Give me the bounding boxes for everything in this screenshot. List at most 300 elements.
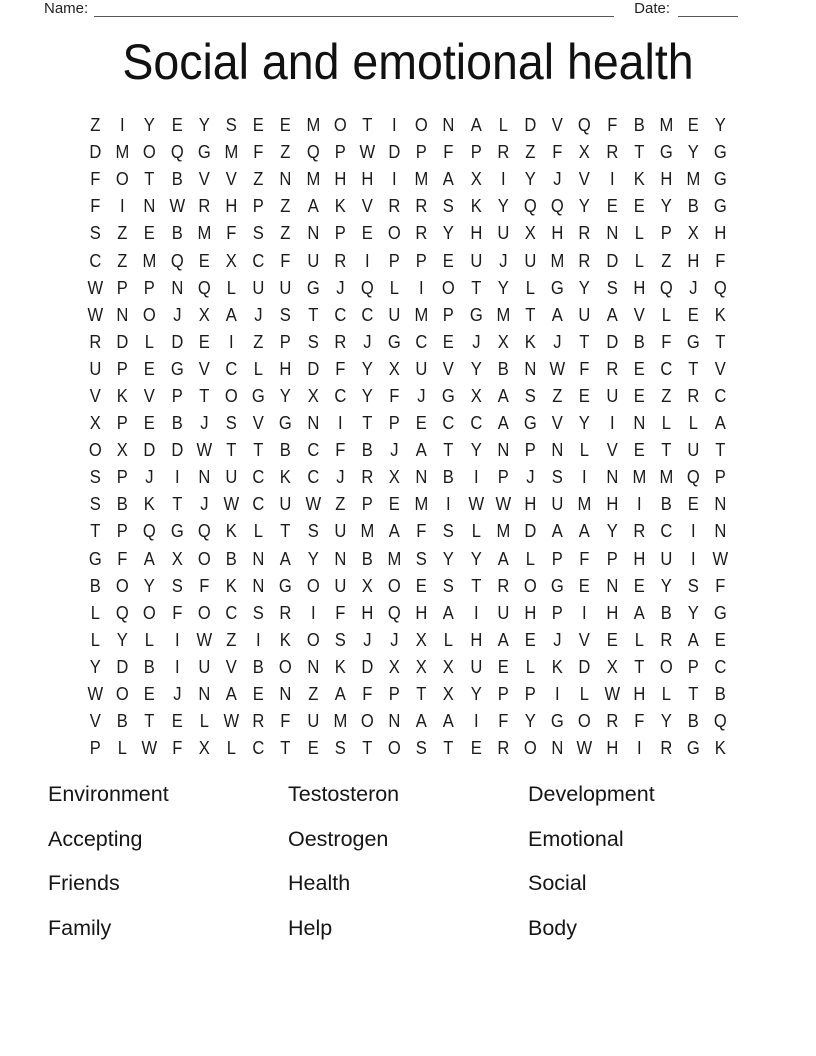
grid-letter: C (334, 304, 347, 325)
grid-letter: M (224, 142, 239, 163)
grid-letter: P (144, 277, 156, 298)
grid-letter: I (392, 169, 397, 190)
grid-letter: H (361, 602, 374, 623)
grid-letter: W (87, 304, 104, 325)
grid-letter: E (171, 115, 183, 136)
grid-letter: V (579, 169, 591, 190)
grid-letter: I (392, 115, 397, 136)
grid-letter: I (419, 277, 424, 298)
grid-letter: G (442, 385, 456, 406)
grid-letter: P (280, 331, 292, 352)
grid-letter: A (443, 602, 455, 623)
header (44, 1, 738, 17)
grid-letter: I (174, 656, 180, 677)
grid-letter: B (252, 656, 264, 677)
grid-letter: P (361, 494, 373, 515)
grid-letter: G (387, 331, 401, 352)
grid-letter: D (116, 331, 129, 352)
grid-letter: X (225, 250, 237, 271)
grid-letter: B (171, 413, 183, 434)
grid-letter: W (196, 629, 212, 650)
grid-letter: W (141, 738, 158, 759)
grid-letter: Y (470, 440, 482, 461)
grid-letter: Z (280, 223, 291, 244)
grid-letter: A (416, 440, 428, 461)
grid-letter: B (633, 115, 645, 136)
grid-letter: M (115, 142, 130, 163)
grid-letter: Y (144, 575, 156, 596)
grid-letter: Z (253, 331, 264, 352)
grid-letter: G (252, 385, 265, 406)
word-item: Body (528, 915, 578, 940)
grid-letter: P (116, 358, 129, 379)
grid-letter: X (388, 358, 400, 379)
grid-letter: K (144, 494, 156, 515)
grid-letter: O (415, 115, 429, 136)
grid-letter: K (334, 656, 346, 677)
grid-letter: M (496, 521, 511, 542)
grid-letter: H (660, 169, 673, 190)
grid-letter: E (633, 196, 645, 217)
grid-letter: S (606, 277, 618, 298)
grid-letter: T (171, 494, 182, 515)
grid-letter: X (524, 223, 536, 244)
grid-letter: N (605, 467, 618, 488)
grid-letter: G (170, 358, 184, 379)
grid-letter: W (359, 142, 376, 163)
grid-letter: T (199, 385, 210, 406)
word-item: Friends (48, 871, 120, 895)
grid-letter: I (446, 494, 452, 515)
word-item: Family (48, 915, 112, 940)
grid-letter: O (387, 223, 401, 244)
grid-letter: O (279, 656, 293, 677)
grid-letter: M (387, 548, 402, 569)
date-label: Date: (634, 0, 670, 17)
grid-letter: Q (659, 277, 673, 298)
grid-letter: L (634, 629, 644, 650)
grid-letter: P (334, 142, 346, 163)
grid-letter: P (89, 738, 101, 759)
grid-letter: L (498, 115, 508, 136)
grid-letter: E (443, 331, 455, 352)
grid-letter: I (691, 548, 696, 569)
grid-letter: C (469, 413, 482, 434)
grid-letter: C (225, 358, 238, 379)
grid-letter: T (443, 440, 454, 461)
grid-letter: W (712, 548, 729, 569)
grid-letter: U (687, 440, 700, 461)
grid-letter: Z (334, 494, 346, 515)
grid-letter: K (280, 467, 292, 488)
grid-letter: D (361, 656, 374, 677)
grid-letter: T (634, 142, 645, 163)
grid-letter: Q (523, 196, 537, 217)
grid-letter: X (198, 304, 210, 325)
grid-letter: A (606, 304, 618, 325)
grid-letter: A (633, 602, 645, 623)
grid-letter: D (170, 440, 183, 461)
grid-letter: R (198, 196, 211, 217)
grid-letter: E (388, 494, 400, 515)
grid-letter: Y (660, 196, 672, 217)
grid-letter: U (306, 711, 319, 732)
grid-letter: E (144, 223, 156, 244)
grid-letter: T (144, 711, 155, 732)
grid-letter: P (497, 684, 509, 705)
grid-letter: B (687, 196, 699, 217)
grid-letter: F (362, 684, 373, 705)
grid-letter: R (252, 711, 265, 732)
word-item: Help (288, 915, 333, 940)
grid-letter: R (605, 358, 618, 379)
grid-letter: J (471, 331, 481, 352)
word-list-column-2 (288, 780, 528, 958)
grid-letter: F (280, 250, 291, 271)
grid-letter: S (334, 629, 346, 650)
grid-letter: V (551, 115, 564, 136)
name-input-line[interactable] (94, 1, 614, 17)
grid-letter: P (524, 684, 536, 705)
grid-letter: L (471, 521, 481, 542)
grid-letter: A (416, 711, 428, 732)
grid-letter: N (497, 440, 510, 461)
grid-letter: F (226, 223, 237, 244)
grid-letter: B (660, 494, 672, 515)
page-title: Social and emotional health (122, 34, 694, 90)
grid-letter: N (415, 467, 428, 488)
grid-letter: T (579, 331, 590, 352)
grid-letter: N (252, 548, 265, 569)
grid-letter: O (578, 711, 592, 732)
grid-letter: J (335, 467, 345, 488)
grid-letter: S (524, 385, 536, 406)
grid-letter: U (469, 656, 482, 677)
grid-letter: B (144, 656, 156, 677)
grid-letter: E (144, 358, 156, 379)
grid-letter: A (497, 413, 509, 434)
grid-letter: S (89, 467, 101, 488)
grid-letter: Y (497, 196, 509, 217)
grid-letter: J (499, 250, 508, 271)
grid-letter: V (144, 385, 156, 406)
grid-letter: V (198, 358, 210, 379)
grid-letter: I (256, 629, 261, 650)
grid-letter: L (253, 358, 264, 379)
grid-letter: D (170, 331, 183, 352)
grid-letter: I (174, 629, 180, 650)
grid-letter: X (579, 142, 591, 163)
grid-letter: T (715, 331, 726, 352)
grid-letter: F (117, 548, 128, 569)
grid-letter: W (223, 494, 240, 515)
grid-letter: I (582, 602, 588, 623)
grid-letter: W (305, 494, 321, 515)
grid-letter: Y (579, 277, 591, 298)
grid-letter: E (633, 440, 645, 461)
grid-letter: Y (715, 115, 727, 136)
grid-letter: B (116, 711, 129, 732)
grid-letter: M (197, 223, 211, 244)
grid-letter: B (89, 575, 101, 596)
grid-letter: R (334, 250, 347, 271)
grid-letter: F (552, 142, 563, 163)
grid-letter: G (279, 575, 293, 596)
grid-letter: F (199, 575, 210, 596)
grid-letter: W (87, 684, 104, 705)
grid-letter: F (416, 521, 427, 542)
grid-letter: I (555, 684, 560, 705)
grid-letter: D (388, 142, 401, 163)
grid-letter: J (172, 684, 182, 705)
grid-letter: N (198, 684, 211, 705)
word-list-column-3 (528, 780, 768, 958)
grid-letter: E (524, 629, 536, 650)
grid-letter: N (605, 575, 618, 596)
grid-letter: O (333, 115, 347, 136)
grid-letter: R (578, 223, 591, 244)
grid-letter: O (523, 738, 537, 759)
grid-letter: Z (280, 142, 291, 163)
grid-letter: L (661, 413, 671, 434)
grid-letter: L (117, 738, 128, 759)
grid-letter: Q (578, 115, 592, 136)
grid-letter: I (582, 467, 588, 488)
grid-letter: H (605, 494, 618, 515)
grid-letter: U (469, 250, 482, 271)
grid-letter: G (714, 602, 728, 623)
grid-letter: W (576, 738, 593, 759)
grid-letter: M (414, 304, 429, 325)
grid-letter: O (442, 277, 456, 298)
grid-letter: E (687, 494, 699, 515)
grid-letter: R (415, 196, 428, 217)
grid-letter: V (551, 413, 564, 434)
grid-letter: G (551, 575, 564, 596)
grid-letter: B (225, 548, 237, 569)
grid-letter: Y (660, 711, 672, 732)
grid-letter: P (551, 602, 564, 623)
grid-letter: X (198, 738, 210, 759)
grid-letter: G (687, 331, 700, 352)
grid-letter: K (116, 385, 129, 406)
grid-letter: L (444, 629, 454, 650)
grid-letter: A (280, 548, 292, 569)
grid-letter: Y (524, 169, 536, 190)
grid-letter: R (279, 602, 292, 623)
grid-letter: A (497, 548, 509, 569)
grid-letter: T (280, 521, 291, 542)
grid-letter: P (470, 142, 482, 163)
grid-letter: R (660, 629, 673, 650)
grid-letter: S (225, 413, 237, 434)
grid-letter: S (252, 602, 264, 623)
grid-letter: A (388, 521, 400, 542)
grid-letter: L (688, 413, 699, 434)
grid-letter: G (88, 548, 102, 569)
grid-letter: M (305, 115, 320, 136)
grid-letter: B (361, 440, 373, 461)
grid-letter: H (469, 629, 482, 650)
grid-letter: Z (280, 196, 291, 217)
word-item: Accepting (48, 826, 143, 851)
grid-letter: X (497, 331, 509, 352)
grid-letter: L (226, 277, 236, 298)
grid-letter: I (636, 494, 642, 515)
grid-letter: P (388, 250, 400, 271)
grid-letter: L (661, 304, 671, 325)
grid-letter: U (279, 277, 292, 298)
grid-letter: J (145, 467, 154, 488)
grid-letter: M (686, 169, 701, 190)
grid-letter: F (334, 602, 346, 623)
grid-letter: Y (361, 358, 373, 379)
grid-letter: Y (89, 656, 101, 677)
grid-letter: P (660, 223, 672, 244)
grid-letter: N (252, 575, 265, 596)
grid-letter: F (715, 575, 726, 596)
grid-letter: K (715, 304, 727, 325)
grid-letter: G (687, 738, 700, 759)
grid-letter: Y (144, 115, 156, 136)
word-item: Social (528, 871, 587, 895)
grid-letter: I (473, 602, 479, 623)
grid-letter: I (609, 169, 615, 190)
grid-letter: P (497, 467, 509, 488)
grid-letter: S (443, 575, 455, 596)
grid-letter: E (198, 331, 210, 352)
grid-letter: A (334, 684, 346, 705)
grid-letter: J (172, 304, 182, 325)
grid-letter: W (87, 277, 104, 298)
grid-letter: S (307, 521, 319, 542)
grid-letter: V (252, 413, 264, 434)
grid-letter: O (116, 169, 129, 190)
grid-letter: E (633, 575, 645, 596)
grid-letter: I (310, 602, 316, 623)
grid-letter: F (253, 142, 264, 163)
grid-letter: E (198, 250, 210, 271)
grid-letter: F (280, 711, 291, 732)
grid-letter: T (144, 169, 155, 190)
grid-letter: Y (524, 711, 536, 732)
grid-letter: U (497, 223, 510, 244)
grid-letter: Q (170, 142, 184, 163)
grid-letter: K (470, 196, 482, 217)
grid-letter: Z (90, 115, 101, 136)
grid-letter: B (687, 711, 699, 732)
word-list-column-1 (48, 780, 288, 958)
grid-letter: G (714, 169, 728, 190)
grid-letter: H (687, 250, 700, 271)
grid-letter: N (605, 223, 618, 244)
grid-letter: T (634, 656, 645, 677)
grid-letter: H (633, 548, 646, 569)
grid-letter: S (89, 494, 101, 515)
grid-letter: A (470, 115, 482, 136)
grid-letter: D (524, 115, 537, 136)
grid-letter: G (551, 711, 564, 732)
grid-letter: Q (387, 602, 401, 623)
grid-letter: S (416, 738, 428, 759)
grid-letter: Y (361, 385, 373, 406)
grid-letter: O (387, 738, 401, 759)
grid-letter: U (89, 358, 102, 379)
grid-letter: K (524, 331, 536, 352)
grid-letter: L (634, 223, 644, 244)
letter-grid (82, 112, 735, 762)
grid-letter: N (714, 494, 727, 515)
grid-letter: U (252, 277, 265, 298)
grid-letter: W (604, 684, 620, 705)
grid-letter: X (470, 169, 482, 190)
grid-letter: J (553, 629, 562, 650)
grid-letter: V (443, 358, 455, 379)
grid-letter: T (443, 738, 454, 759)
date-input-line[interactable] (678, 1, 738, 17)
grid-letter: Y (687, 142, 699, 163)
grid-letter: P (416, 250, 428, 271)
grid-letter: C (225, 602, 238, 623)
grid-letter: N (279, 169, 292, 190)
grid-letter: V (633, 304, 645, 325)
grid-letter: Y (443, 548, 455, 569)
grid-letter: O (224, 385, 238, 406)
grid-letter: A (144, 548, 156, 569)
grid-letter: C (306, 467, 319, 488)
grid-letter: D (605, 250, 618, 271)
grid-letter: K (225, 521, 237, 542)
grid-letter: M (577, 494, 592, 515)
grid-letter: E (416, 413, 428, 434)
grid-letter: C (334, 385, 347, 406)
grid-letter: X (388, 656, 400, 677)
grid-letter: D (89, 142, 102, 163)
grid-letter: J (335, 277, 345, 298)
grid-letter: I (636, 738, 642, 759)
grid-letter: C (415, 331, 428, 352)
grid-letter: Q (170, 250, 184, 271)
grid-letter: S (252, 223, 264, 244)
grid-letter: T (90, 521, 101, 542)
grid-letter: X (171, 548, 183, 569)
grid-letter: Z (661, 250, 672, 271)
word-item: Environment (48, 782, 169, 806)
grid-letter: I (473, 467, 479, 488)
grid-letter: F (634, 711, 645, 732)
grid-letter: W (169, 196, 185, 217)
grid-letter: H (714, 223, 727, 244)
grid-letter: Q (116, 602, 129, 623)
grid-letter: Q (687, 467, 700, 488)
grid-letter: O (659, 656, 673, 677)
grid-letter: E (144, 413, 156, 434)
grid-letter: X (89, 413, 101, 434)
grid-letter: J (390, 440, 399, 461)
grid-letter: Z (661, 385, 672, 406)
grid-letter: L (525, 277, 535, 298)
grid-letter: V (715, 358, 727, 379)
grid-letter: I (500, 169, 506, 190)
grid-letter: G (197, 142, 211, 163)
grid-letter: Y (606, 521, 618, 542)
grid-letter: C (306, 440, 319, 461)
grid-letter: J (526, 467, 535, 488)
grid-letter: H (524, 494, 537, 515)
grid-letter: T (688, 684, 699, 705)
grid-letter: M (632, 467, 646, 488)
word-item: Health (288, 871, 351, 895)
